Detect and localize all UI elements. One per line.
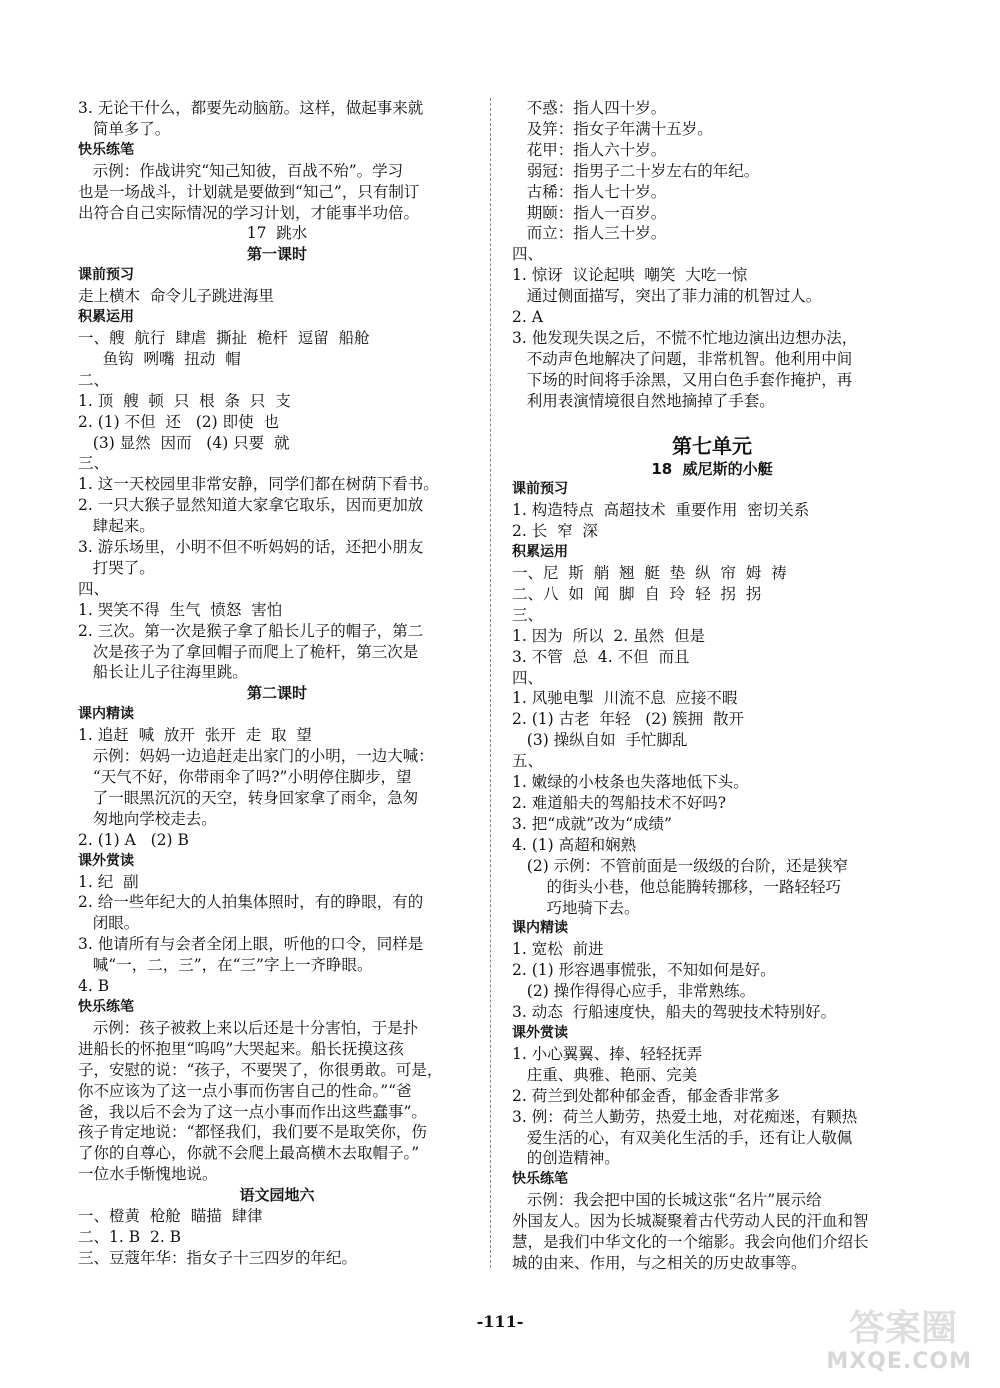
answer-line: (3) 操纵自如 手忙脚乱 [512, 731, 688, 750]
answer-line: 外国友人。因为长城凝聚着古代劳动人民的汗血和智 [512, 1212, 869, 1231]
answer-line: 1. 纪 副 [78, 872, 139, 891]
answer-line: 闭眼。 [78, 914, 140, 933]
answer-line: 1. 宽松 前进 [512, 940, 604, 959]
answer-line: 1. 小心翼翼、捧、轻轻抚弄 [512, 1044, 703, 1063]
answer-line: 的创造精神。 [512, 1149, 620, 1168]
answer-line: 2. (1) 古老 年轻 (2) 簇拥 散开 [512, 710, 744, 729]
answer-line: 2. 给一些年纪大的人拍集体照时，有的睁眼，有的 [78, 893, 424, 912]
svg-text:答案圈: 答案圈 [848, 1308, 958, 1348]
answer-line: 庄重、典雅、艳丽、完美 [512, 1065, 698, 1084]
section-heading: 课内精读 [512, 920, 568, 937]
answer-line: 四、 [78, 579, 110, 598]
section-heading: 课前预习 [512, 481, 568, 498]
answer-line: 不惑：指人四十岁。 [512, 99, 667, 117]
section-heading: 课前预习 [78, 267, 134, 284]
answer-line: 打哭了。 [78, 558, 155, 577]
answer-line: 孩子肯定地说：“都怪我们，我们要不是取笑你，伤 [78, 1123, 427, 1142]
answer-line: 了一眼黑沉沉的天空，转身回家拿了雨伞，急匆 [78, 788, 419, 807]
answer-line: 进船长的怀抱里“呜呜”大哭起来。船长抚摸这孩 [78, 1039, 404, 1058]
answer-line: 3. 把“成就”改为“成绩” [512, 814, 672, 833]
answer-line: 通过侧面描写，突出了菲力浦的机智过人。 [512, 287, 822, 306]
answer-line: 1. 构造特点 高超技术 重要作用 密切关系 [512, 501, 810, 520]
answer-line: 巧地骑下去。 [512, 898, 640, 917]
answer-line: 城的由来、作用，与之相关的历史故事等。 [512, 1253, 807, 1272]
answer-line: 2. 三次。第一次是猴子拿了船长儿子的帽子，第二 [78, 621, 424, 640]
answer-line: 次是孩子为了拿回帽子而爬上了桅杆，第三次是 [78, 642, 419, 661]
answer-line: 1. 风驰电掣 川流不息 应接不暇 [512, 689, 738, 708]
answer-line: 1. 追赶 喊 放开 张开 走 取 望 [78, 726, 312, 745]
answer-line: 一位水手惭愧地说。 [78, 1165, 218, 1184]
answer-line: 而立：指人三十岁。 [512, 224, 667, 243]
answer-line: 下场的时间将手涂黑，又用白色手套作掩护，再 [512, 370, 853, 389]
answer-line: 2. (1) 形容遇事慌张，不知如何是好。 [512, 961, 776, 980]
lesson-subtitle: 18 威尼斯的小艇 [651, 459, 773, 478]
answer-line: 示例：我会把中国的长城这张“名片”展示给 [512, 1191, 822, 1210]
answer-line: 4. B [78, 977, 110, 996]
answer-line: 3. 不管 总 4. 不但 而且 [512, 647, 690, 666]
answer-line: 3. 无论干什么，都要先动脑筋。这样，做起事来就 [78, 99, 424, 117]
lesson-title: 第七单元 [672, 433, 752, 458]
answer-line: 一、橙黄 枪舱 瞄描 肆律 [78, 1207, 263, 1226]
section-heading: 积累运用 [512, 544, 568, 561]
answer-line: 慧，是我们中华文化的一个缩影。我会向他们介绍长 [512, 1233, 869, 1252]
answer-line: 利用表演情境很自然地摘掉了手套。 [512, 391, 775, 410]
answer-line: 4. (1) 高超和娴熟 [512, 835, 637, 854]
answer-line: 1. 这一天校园里非常安静，同学们都在树荫下看书。 [78, 475, 439, 494]
answer-line: 3. 他发现失误之后，不慌不忙地边演出边想办法， [512, 328, 858, 347]
section-heading: 快乐练笔 [78, 141, 134, 158]
answer-line [512, 412, 912, 433]
answer-line: 也是一场战斗，计划就是要做到“知己”，只有制订 [78, 182, 420, 201]
answer-line: 期颐：指人一百岁。 [512, 203, 667, 222]
answer-line: 1. 哭笑不得 生气 愤怒 害怕 [78, 600, 283, 619]
answer-line: 2. 难道船夫的驾船技术不好吗? [512, 794, 727, 812]
answer-line: 示例：作战讲究“知己知彼，百战不殆”。学习 [78, 161, 404, 180]
answer-line: 二、1. B 2. B [78, 1227, 182, 1246]
answer-line: 3. 例：荷兰人勤劳，热爱土地，对花痴迷，有颗热 [512, 1107, 858, 1126]
answer-line: 的街头小巷，他总能腾转挪移，一路轻轻巧 [512, 877, 841, 896]
answer-line: 示例：孩子被救上来以后还是十分害怕，于是扑 [78, 1018, 419, 1037]
answer-line: 了你的自尊心，你就不会爬上最高横木去取帽子。” [78, 1144, 420, 1163]
answer-line: 二、八 如 闻 脚 自 玲 轻 拐 拐 [512, 584, 762, 603]
watermark-url: MXQE.COM [826, 1349, 972, 1374]
answer-line: 走上横木 命令儿子跳进海里 [78, 287, 274, 306]
answer-line: 你不应该为了这一点小事而伤害自己的性命。”“爸 [78, 1081, 412, 1100]
answer-line: 3. 游乐场里，小明不但不听妈妈的话，还把小朋友 [78, 538, 424, 557]
answer-line: (2) 示例：不管前面是一级级的台阶，还是狭窄 [512, 856, 849, 875]
section-heading: 课外赏读 [512, 1024, 568, 1041]
section-heading: 课内精读 [78, 706, 134, 723]
answer-line: 弱冠：指男子二十岁左右的年纪。 [512, 161, 760, 180]
answer-line: 子，安慰的说：“孩子，不要哭了，你很勇敢。可是， [78, 1060, 443, 1079]
column-divider [490, 98, 491, 1268]
answer-line: (3) 显然 因而 (4) 只要 就 [78, 433, 290, 452]
answer-line: 1. 惊讶 议论起哄 嘲笑 大吃一惊 [512, 266, 748, 285]
answer-line: 1. 因为 所以 2. 虽然 但是 [512, 626, 705, 645]
lesson-title: 17 跳水 [246, 224, 308, 243]
answer-line: 简单多了。 [78, 119, 171, 138]
answer-line: 四、 [512, 668, 544, 687]
answer-line: 3. 动态 行船速度快，船夫的驾驶技术特别好。 [512, 1003, 837, 1022]
answer-line: 花甲：指人六十岁。 [512, 140, 667, 159]
answer-line: 肆起来。 [78, 517, 155, 536]
left-column [78, 98, 476, 1269]
answer-line: 喊“一，二，三”，在“三”字上一齐睁眼。 [78, 956, 373, 975]
section-heading: 课外赏读 [78, 852, 134, 869]
answer-line: 一、尼 斯 艄 翘 艇 垫 纵 帘 姆 祷 [512, 564, 787, 583]
answer-line: “天气不好，你带雨伞了吗?”小明停住脚步，望 [78, 768, 412, 786]
answer-line: 爸，我以后不会为了这一点小事而作出这些蠢事”。 [78, 1102, 427, 1121]
answer-line: 出符合自己实际情况的学习计划，才能事半功倍。 [78, 203, 420, 222]
answer-line: 爱生活的心，有双美化生活的手，还有让人敬佩 [512, 1128, 853, 1147]
answer-line: 2. A [512, 308, 543, 327]
section-heading: 快乐练笔 [512, 1171, 568, 1188]
answer-line: 二、 [78, 370, 110, 389]
section-heading: 积累运用 [78, 309, 134, 326]
answer-line: 五、 [512, 752, 544, 771]
lesson-subtitle: 第二课时 [246, 684, 307, 703]
answer-line: 2. 荷兰到处都种郁金香，郁金香非常多 [512, 1086, 780, 1105]
answer-line: 3. 他请所有与会者全闭上眼，听他的口令，同样是 [78, 935, 424, 954]
lesson-subtitle: 第一课时 [246, 245, 307, 264]
answer-line: 示例：妈妈一边追赶走出家门的小明，一边大喊： [78, 747, 434, 766]
answer-line: 不动声色地解决了问题，非常机智。他利用中间 [512, 349, 853, 368]
answer-line: 一、艘 航行 肆虐 撕扯 桅杆 逗留 船舱 [78, 328, 370, 347]
answer-line: 2. (1) A (2) B [78, 830, 189, 849]
answer-line: (2) 操作得得心应手，非常熟练。 [512, 982, 756, 1001]
answer-line: 2. 一只大猴子显然知道大家拿它取乐，因而更加放 [78, 496, 424, 515]
answer-line: 鱼钩 咧嘴 扭动 帽 [78, 349, 241, 368]
answer-line: 三、 [78, 454, 110, 473]
section-heading: 快乐练笔 [78, 998, 134, 1015]
right-column [512, 98, 912, 1274]
answer-line: 1. 顶 艘 顿 只 根 条 只 支 [78, 391, 291, 410]
answer-line: 三、豆蔻年华：指女子十三四岁的年纪。 [78, 1248, 358, 1267]
answer-line: 船长让儿子往海里跳。 [78, 663, 248, 682]
answer-line: 及笄：指女子年满十五岁。 [512, 119, 713, 138]
answer-line: 1. 嫩绿的小枝条也失落地低下头。 [512, 773, 749, 792]
answer-line: 三、 [512, 605, 544, 624]
watermark [828, 1304, 978, 1374]
answer-line: 古稀：指人七十岁。 [512, 182, 667, 201]
watermark-logo-icon [828, 1304, 978, 1348]
answer-line: 匆地向学校走去。 [78, 809, 217, 828]
answer-line: 2. (1) 不但 还 (2) 即使 也 [78, 412, 279, 431]
answer-line: 四、 [512, 245, 544, 264]
answer-line: 2. 长 窄 深 [512, 522, 598, 541]
lesson-subtitle: 语文园地六 [239, 1186, 315, 1205]
page-number: -111- [476, 1312, 524, 1331]
